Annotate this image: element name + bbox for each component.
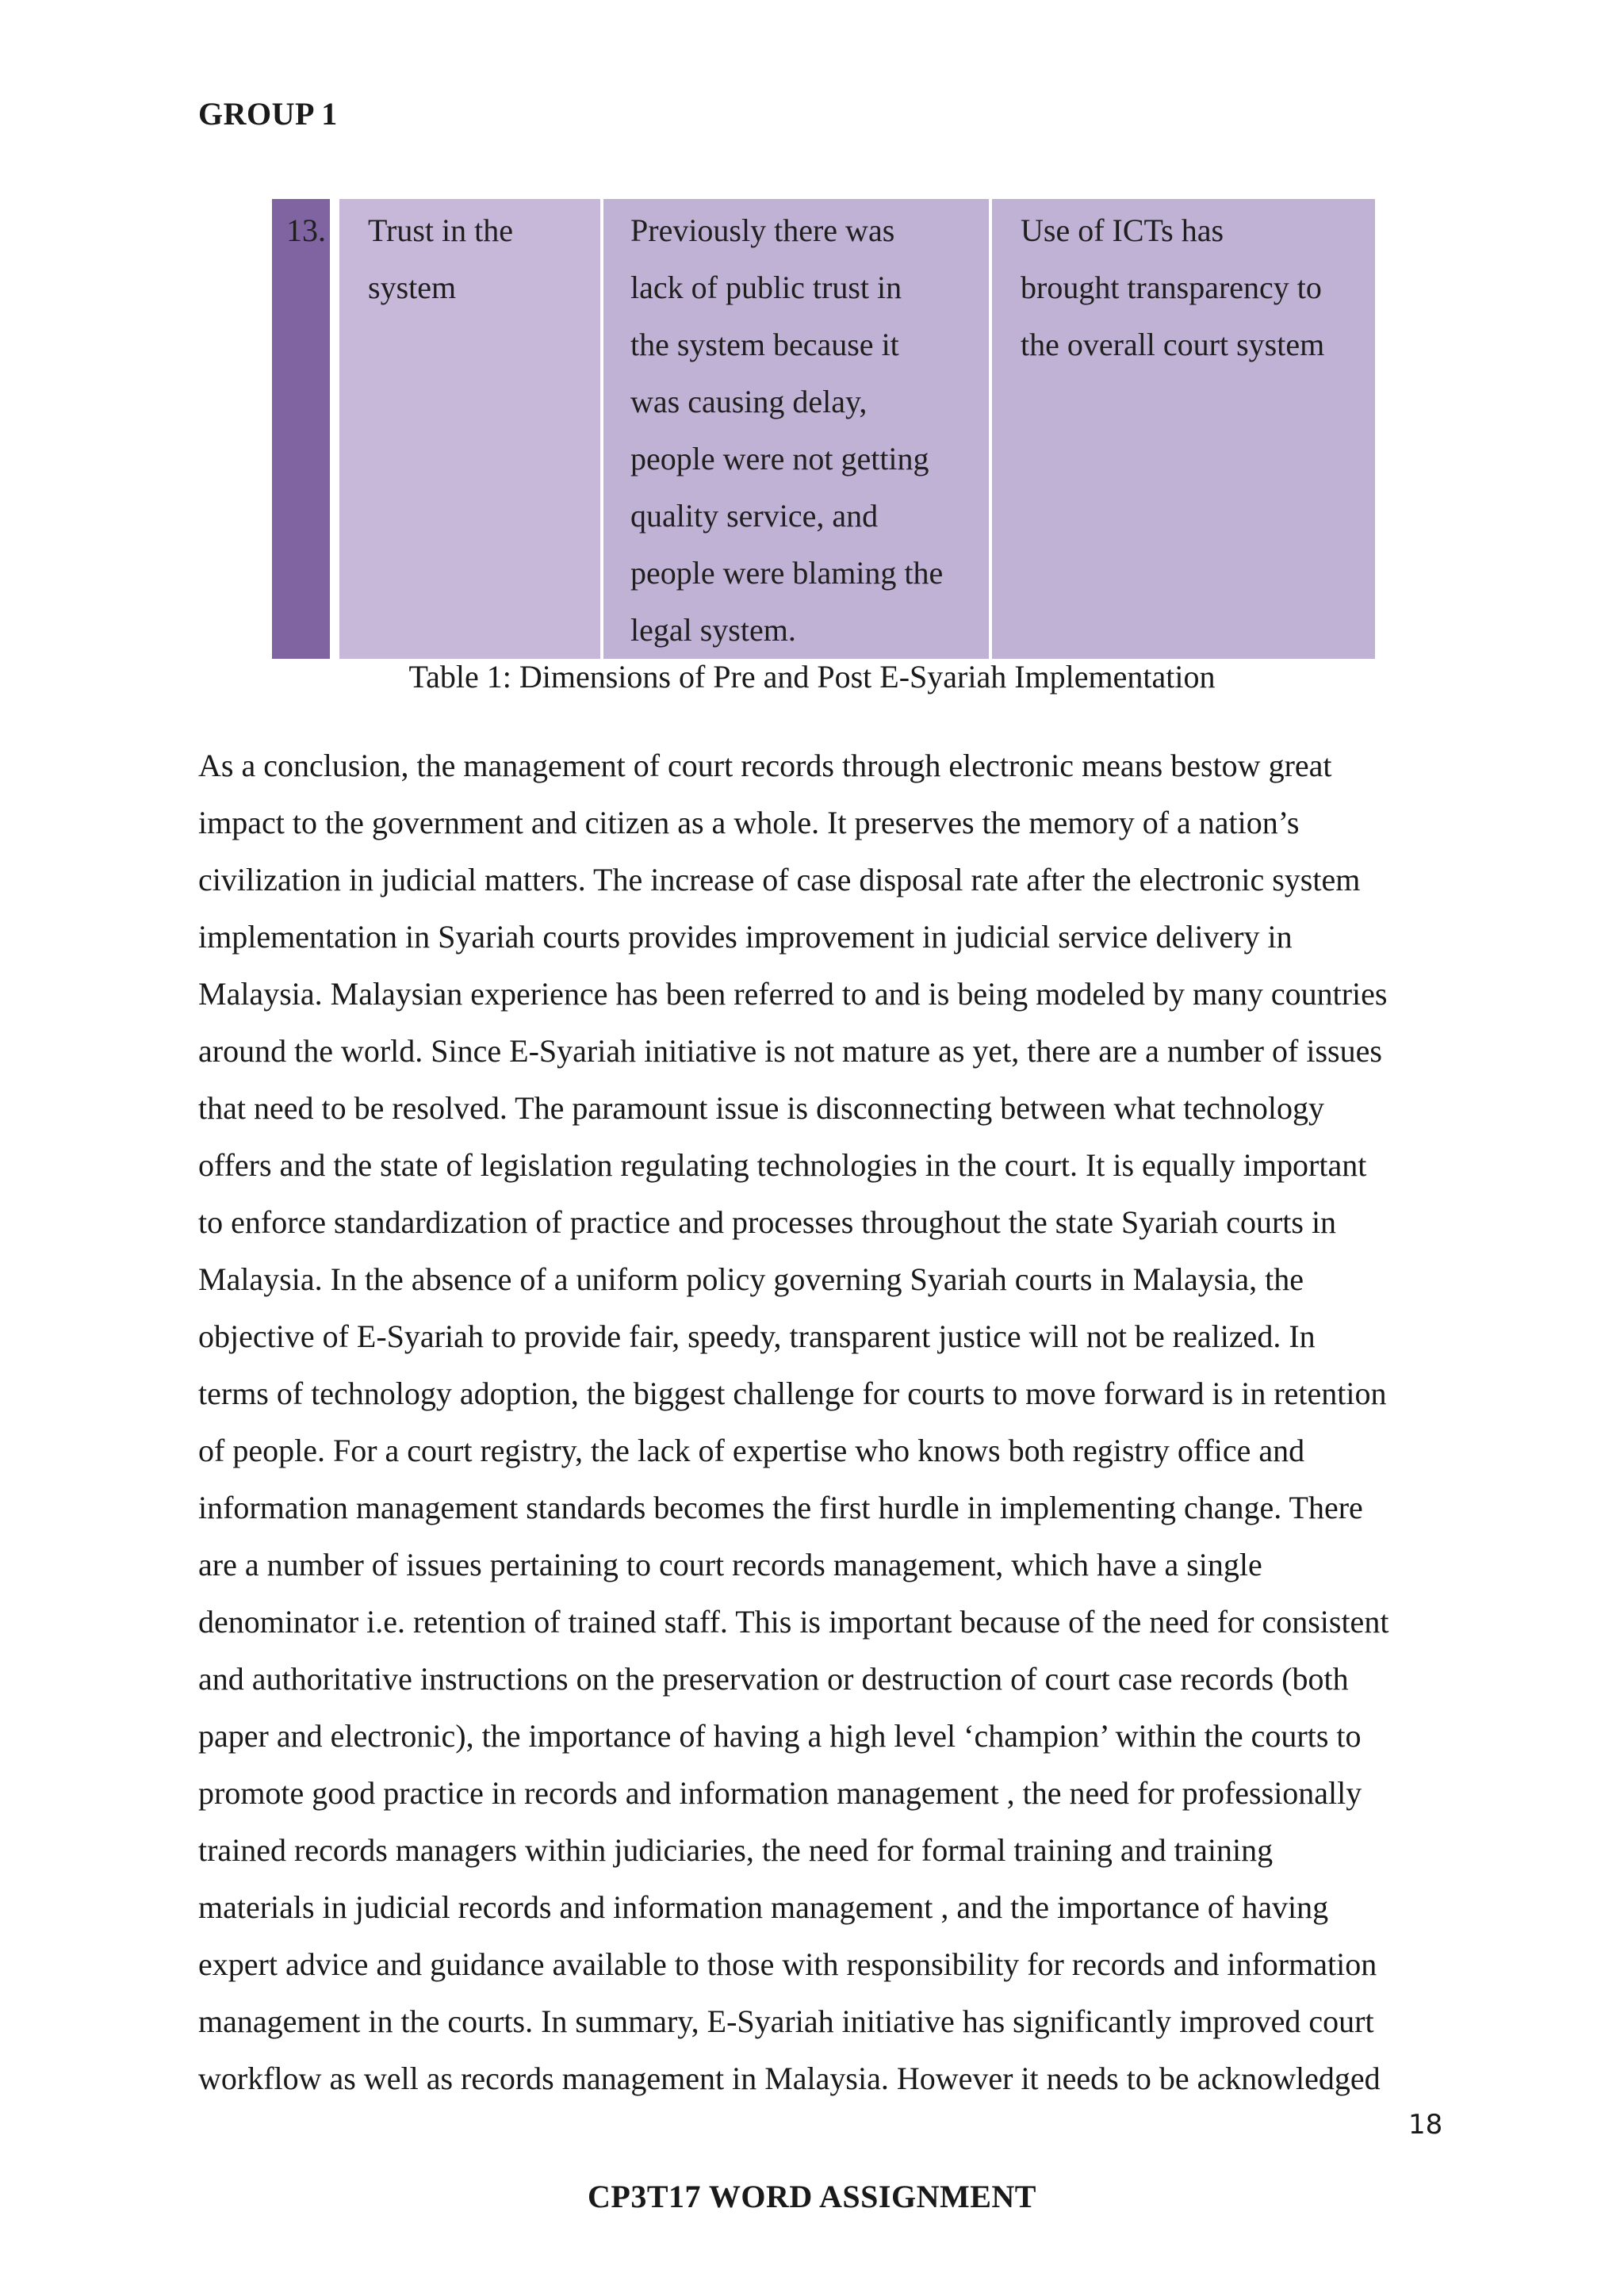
body-line: trained records managers within judiciaries, the need for formal training and training — [198, 1832, 1274, 1868]
body-line: information management standards becomes the first hurdle in implementing change. There — [198, 1490, 1363, 1525]
cell-line: the overall court system — [1021, 327, 1325, 362]
body-line: civilization in judicial matters. The increase of case disposal rate after the electronic system — [198, 862, 1361, 897]
body-line: around the world. Since E-Syariah initiative is not mature as yet, there are a number of issues — [198, 1033, 1382, 1069]
page-footer: CP3T17 WORD ASSIGNMENT — [588, 2179, 1036, 2214]
body-line: and authoritative instructions on the preservation or destruction of court case records (both — [198, 1661, 1349, 1697]
cell-line: Use of ICTs has — [1021, 212, 1224, 248]
cell-line: quality service, and — [630, 498, 879, 534]
cell-line: Previously there was — [630, 212, 895, 248]
body-line: of people. For a court registry, the lack of expertise who knows both registry office and — [198, 1433, 1305, 1468]
row-number-cell: 13. — [272, 199, 339, 659]
cell-line: lack of public trust in — [630, 270, 902, 305]
body-line: expert advice and guidance available to those with responsibility for records and information — [198, 1946, 1377, 1982]
cell-line: was causing delay, — [630, 384, 868, 419]
body-line: to enforce standardization of practice and processes throughout the state Syariah courts in — [198, 1204, 1337, 1240]
body-line: paper and electronic), the importance of having a high level ‘champion’ within the courts to — [198, 1718, 1362, 1754]
cell-line: people were not getting — [630, 441, 929, 476]
dimensions-table — [272, 199, 1375, 656]
body-line: workflow as well as records management in Malaysia. However it needs to be acknowledged — [198, 2061, 1381, 2096]
cell-line: legal system. — [630, 612, 796, 648]
cell-line: system — [368, 270, 457, 305]
group-header: GROUP 1 — [198, 96, 338, 132]
body-line: Malaysia. Malaysian experience has been referred to and is being modeled by many countries — [198, 976, 1388, 1012]
body-line: that need to be resolved. The paramount issue is disconnecting between what technology — [198, 1090, 1324, 1126]
cell-line: brought transparency to — [1021, 270, 1322, 305]
body-line: objective of E-Syariah to provide fair, speedy, transparent justice will not be realized. In — [198, 1318, 1316, 1354]
body-line: denominator i.e. retention of trained staff. This is important because of the need for consistent — [198, 1604, 1389, 1640]
body-line: implementation in Syariah courts provides improvement in judicial service delivery in — [198, 919, 1293, 955]
cell-line: people were blaming the — [630, 555, 944, 591]
post-implementation-cell — [992, 199, 1375, 659]
body-line: materials in judicial records and information management , and the importance of having — [198, 1889, 1329, 1925]
body-line: are a number of issues pertaining to court records management, which have a single — [198, 1547, 1262, 1582]
pre-implementation-cell — [603, 199, 992, 659]
cell-line: Trust in the — [368, 212, 514, 248]
table-caption: Table 1: Dimensions of Pre and Post E-Syariah Implementation — [408, 659, 1216, 695]
body-line: impact to the government and citizen as a whole. It preserves the memory of a nation’s — [198, 805, 1300, 840]
body-line: promote good practice in records and information management , the need for professionally — [198, 1775, 1362, 1811]
body-line: As a conclusion, the management of court records through electronic means bestow great — [198, 748, 1332, 783]
body-line: terms of technology adoption, the biggest challenge for courts to move forward is in retention — [198, 1376, 1387, 1411]
page-number: 18 — [1408, 2109, 1443, 2141]
body-line: offers and the state of legislation regulating technologies in the court. It is equally important — [198, 1147, 1367, 1183]
cell-line: the system because it — [630, 327, 899, 362]
body-paragraph — [198, 737, 1451, 2107]
dimension-cell — [339, 199, 603, 659]
body-line: management in the courts. In summary, E-Syariah initiative has significantly improved court — [198, 2003, 1374, 2039]
table-row — [272, 199, 1375, 659]
body-line: Malaysia. In the absence of a uniform policy governing Syariah courts in Malaysia, the — [198, 1261, 1304, 1297]
